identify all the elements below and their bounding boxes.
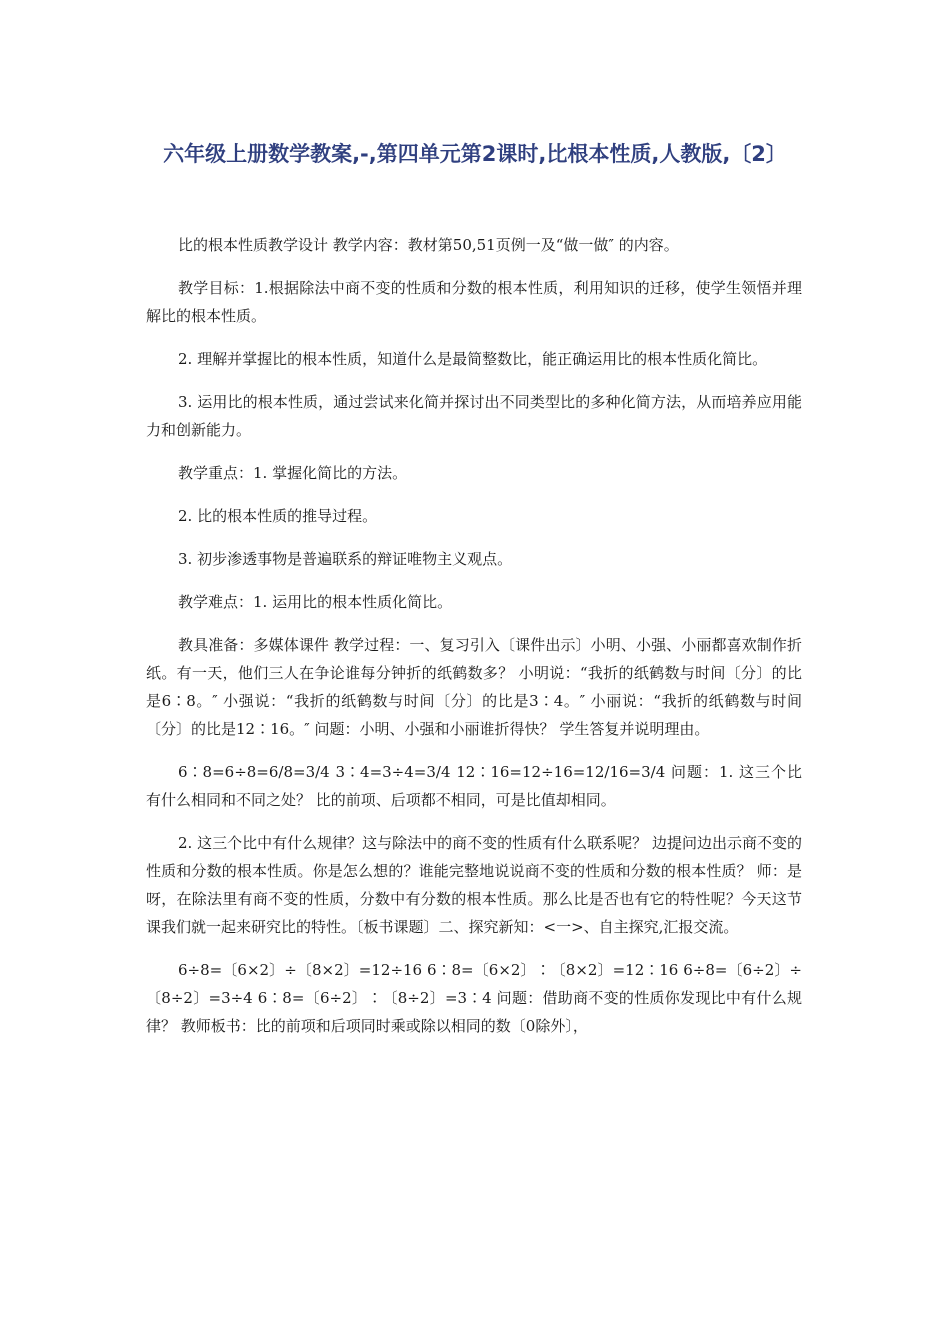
paragraph: 3. 运用比的根本性质，通过尝试来化简并探讨出不同类型比的多种化简方法，从而培养应用能力和创新能力。 (146, 393, 802, 439)
paragraph: 2. 理解并掌握比的根本性质，知道什么是最简整数比，能正确运用比的根本性质化简比。 (178, 350, 768, 368)
paragraph: 6∶8=6÷8=6/8=3/4 3∶4=3÷4=3/4 12∶16=12÷16=12/16=3/4 问题：1. 这三个比有什么相同和不同之处？ 比的前项、后项都不相同，可是比值却相同。 (146, 763, 802, 809)
paragraph: 2. 这三个比中有什么规律？这与除法中的商不变的性质有什么联系呢？ 边提问边出示商不变的性质和分数的根本性质。你是怎么想的？谁能完整地说说商不变的性质和分数的根本性质？ 师：是呀，在除法里有商不变的性质，分数中有分数的根本性质。那么比是否也有它的特性呢？今天这节课我们就一起来研究比的特性。〔板书课题〕二、探究新知：<一>、自主探究,汇报交流。 (146, 834, 802, 936)
paragraph: 教具准备：多媒体课件 教学过程：一、复习引入〔课件出示〕小明、小强、小丽都喜欢制作折纸。有一天，他们三人在争论谁每分钟折的纸鹤数多？ 小明说：“我折的纸鹤数与时间〔分〕的比是6∶8。″ 小强说：“我折的纸鹤数与时间〔分〕的比是3∶4。″ 小丽说：“我折的纸鹤数与时间〔分〕的比是12∶16。″ 问题：小明、小强和小丽谁折得快？ 学生答复并说明理由。 (146, 636, 802, 738)
document-title: 六年级上册数学教案,-,第四单元第2课时,比根本性质,人教版,〔2〕 (163, 142, 787, 166)
paragraph: 3. 初步渗透事物是普遍联系的辩证唯物主义观点。 (178, 550, 513, 568)
paragraph: 6÷8=〔6×2〕÷〔8×2〕=12÷16 6∶8=〔6×2〕∶〔8×2〕=12∶16 6÷8=〔6÷2〕÷〔8÷2〕=3÷4 6∶8=〔6÷2〕∶〔8÷2〕=3∶4 问题：借助商不变的性质你发现比中有什么规律？ 教师板书：比的前项和后项同时乘或除以相同的数〔0除外〕， (146, 961, 802, 1035)
document-body (146, 231, 802, 1055)
paragraph: 比的根本性质教学设计 教学内容：教材第50,51页例一及“做一做″ 的内容。 (178, 236, 679, 254)
paragraph: 教学重点：1. 掌握化简比的方法。 (178, 464, 408, 482)
paragraph: 2. 比的根本性质的推导过程。 (178, 507, 378, 525)
paragraph: 教学难点：1. 运用比的根本性质化简比。 (178, 593, 453, 611)
paragraph: 教学目标：1.根据除法中商不变的性质和分数的根本性质，利用知识的迁移，使学生领悟并理解比的根本性质。 (146, 279, 802, 325)
